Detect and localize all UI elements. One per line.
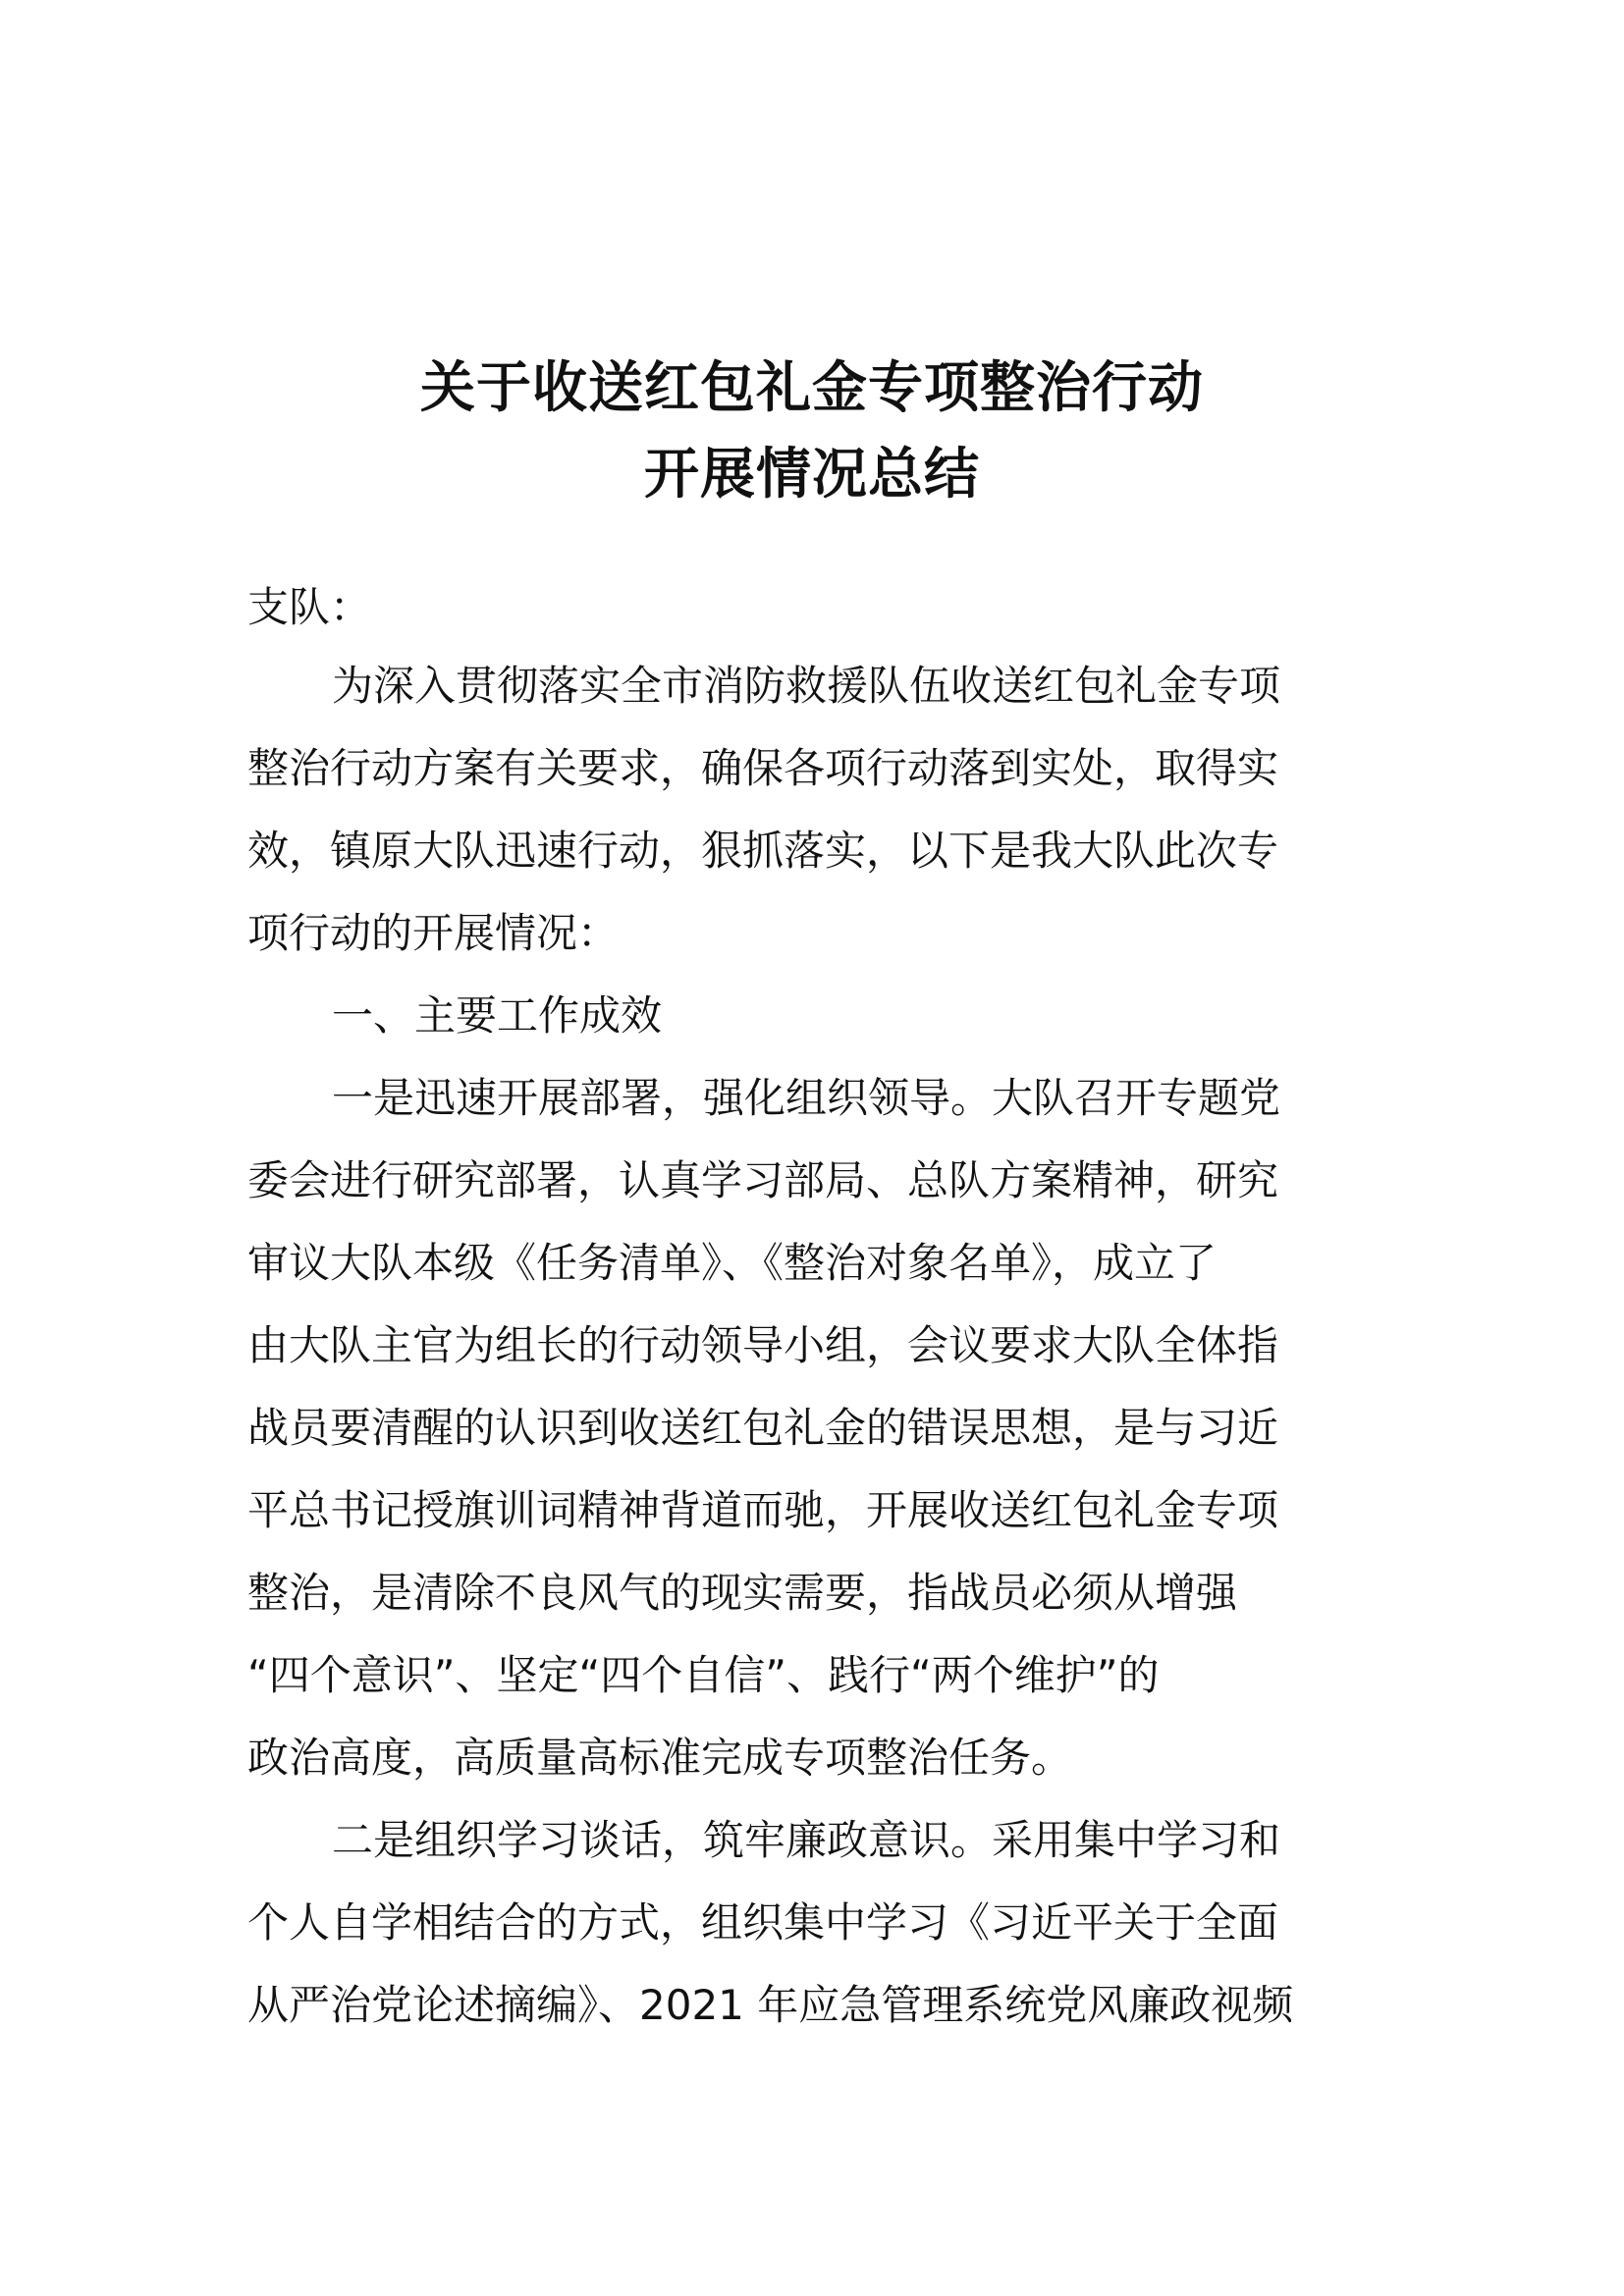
paragraph-2-line: 委会进行研究部署，认真学习部局、总队方案精神，研究 bbox=[247, 1156, 1279, 1204]
paragraph-3-line: 二是组织学习谈话，筑牢廉政意识。采用集中学习和 bbox=[332, 1816, 1281, 1864]
paragraph-2-line: 平总书记授旗训词精神背道而驰，开展收送红包礼金专项 bbox=[247, 1486, 1279, 1534]
salutation: 支队： bbox=[247, 583, 372, 631]
paragraph-1-line: 整治行动方案有关要求，确保各项行动落到实处，取得实 bbox=[247, 744, 1279, 792]
paragraph-1-line: 为深入贯彻落实全市消防救援队伍收送红包礼金专项 bbox=[332, 662, 1281, 710]
paragraph-2-line: 一是迅速开展部署，强化组织领导。大队召开专题党 bbox=[332, 1074, 1281, 1122]
paragraph-2-line: 由大队主官为组长的行动领导小组，会议要求大队全体指 bbox=[247, 1321, 1279, 1369]
paragraph-2-line: “四个意识”、坚定“四个自信”、践行“两个维护”的 bbox=[247, 1651, 1160, 1699]
document-title-line-2: 开展情况总结 bbox=[644, 443, 980, 507]
paragraph-2-line: 政治高度，高质量高标准完成专项整治任务。 bbox=[247, 1734, 1073, 1782]
paragraph-2-line: 整治，是清除不良风气的现实需要，指战员必须从增强 bbox=[247, 1569, 1238, 1617]
paragraph-3-line: 从严治党论述摘编》、2021 年应急管理系统党风廉政视频 bbox=[247, 1981, 1294, 2029]
paragraph-1-line: 效，镇原大队迅速行动，狠抓落实，以下是我大队此次专 bbox=[247, 827, 1279, 875]
paragraph-2-line: 战员要清醒的认识到收送红包礼金的错误思想，是与习近 bbox=[247, 1404, 1279, 1452]
paragraph-1-line: 项行动的开展情况： bbox=[247, 909, 620, 957]
paragraph-3-line: 个人自学相结合的方式，组织集中学习《习近平关于全面 bbox=[247, 1898, 1279, 1947]
paragraph-2-line: 审议大队本级《任务清单》、《整治对象名单》，成立了 bbox=[247, 1239, 1218, 1287]
document-title-line-1: 关于收送红包礼金专项整治行动 bbox=[420, 356, 1204, 420]
section-heading: 一、主要工作成效 bbox=[332, 991, 663, 1040]
